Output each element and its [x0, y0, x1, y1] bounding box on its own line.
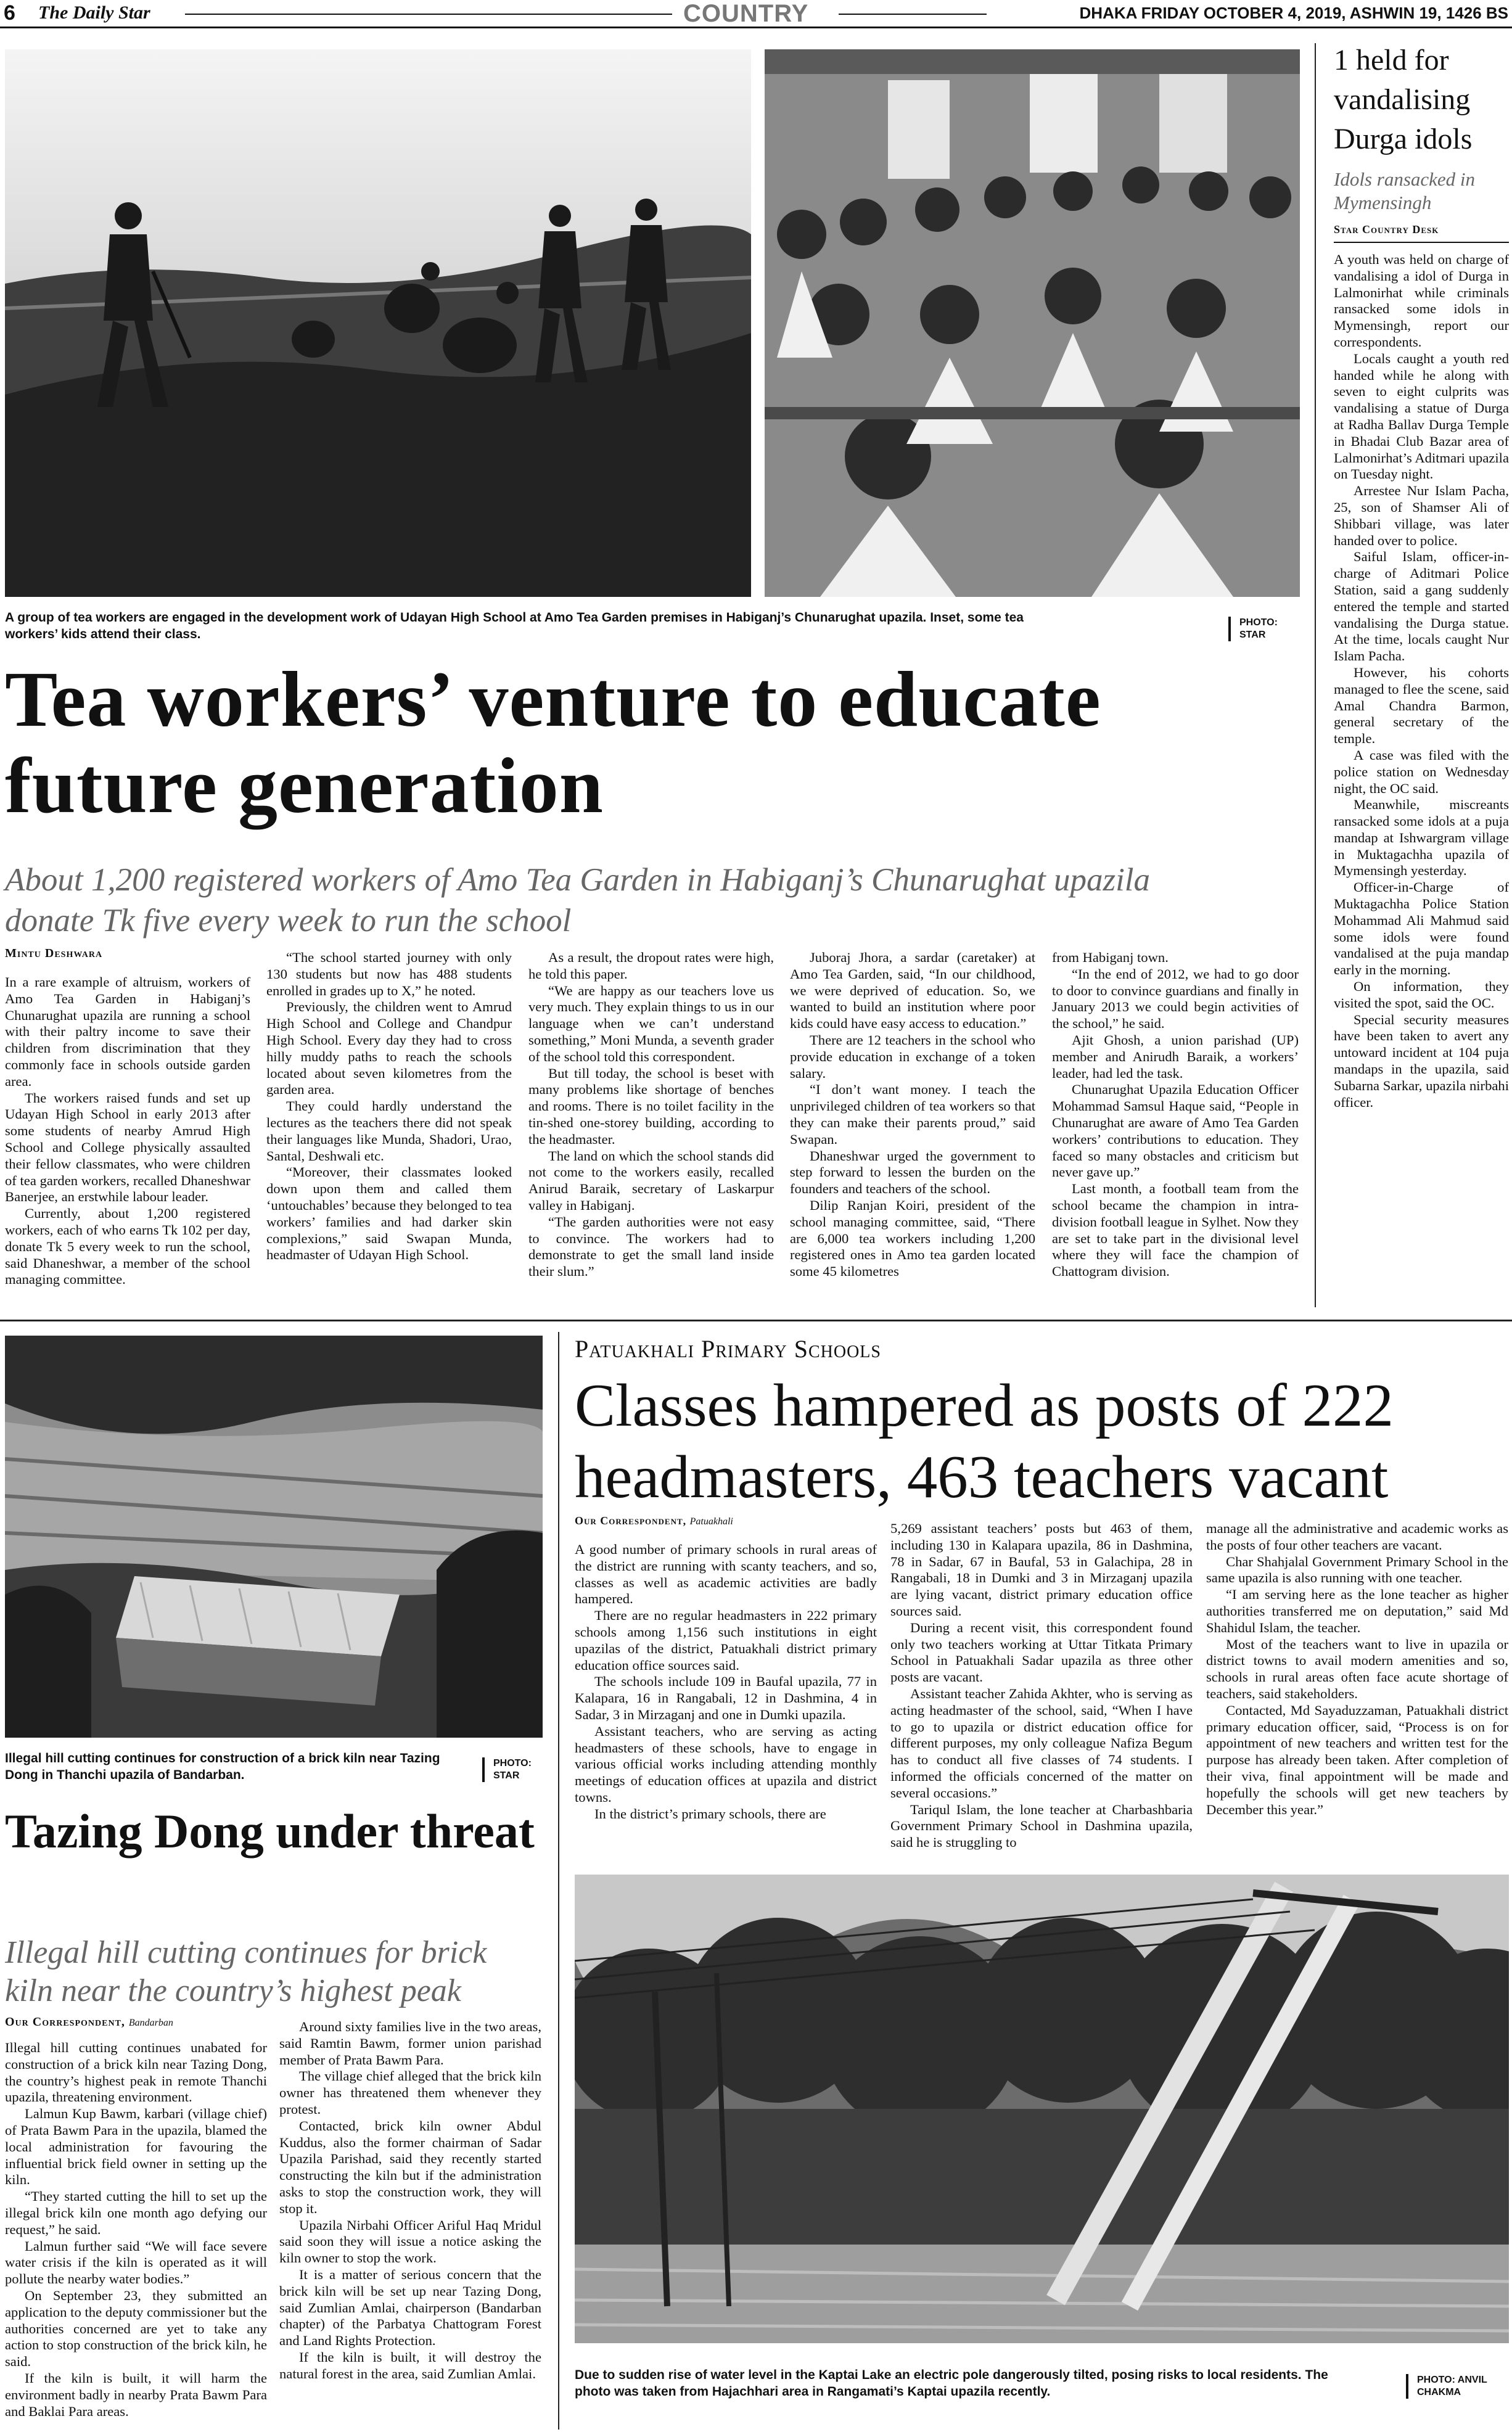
paragraph: Around sixty families live in the two areas, said Ramtin Bawm, former union parishad member of Prata Bawm Para.: [279, 2019, 541, 2068]
story2-byline: Star Country Desk: [1334, 223, 1439, 236]
paragraph: Locals caught a youth red handed while he along with seven to eight culprits was vandalising a statue of Durga at Radha Ballav Durga Temple in Bhadai Club Bazar area of Lalmonirhat’s Aditmari upazila on Tuesday night.: [1334, 350, 1509, 482]
story2-headline: 1 held for vandalising Durga idols: [1334, 44, 1473, 155]
story4-column-2: [890, 1521, 1193, 1851]
byline-place: Patuakhali: [689, 1516, 733, 1527]
paragraph: from Habiganj town.: [1052, 950, 1169, 965]
paragraph: The schools include 109 in Baufal upazila, 77 in Kalapara, 16 in Rangabali, 12 in Dashmina, 4 in Sadar, 3 in Mirzaganj and one in Dumki upazila.: [575, 1674, 877, 1722]
story4-headline: Classes hampered as posts of 222 headmasters, 463 teachers vacant: [575, 1372, 1394, 1511]
paragraph: If the kiln is built, it will destroy the natural forest in the area, said Zumlian Amlai.: [279, 2349, 541, 2381]
hill-cutting-photo: [5, 1336, 543, 1738]
story2-deck: Idols ransacked in Mymensingh: [1334, 168, 1476, 213]
paragraph: manage all the administrative and academic works as the posts of four other teachers are vacant.: [1206, 1521, 1508, 1553]
paragraph: 5,269 assistant teachers’ posts but 463 of them, including 130 in Kalapara upazila, 86 in Dashmina, 78 in Sadar, 67 in Baufal, 53 in Galachipa, 28 in Rangabali, 18 in Dumki and 3 in Mirzaganj upazila are lying vacant, district primary education office sources said.: [890, 1521, 1193, 1619]
paragraph: Lalmun further said “We will face severe water crisis if the kiln is operated as it will pollute the nearby water bodies.”: [5, 2238, 267, 2287]
tilted-pole-photo-caption: Due to sudden rise of water level in the Kaptai Lake an electric pole dangerously tilted, posing risks to local residents. The photo was taken from Hajachhari area in Rangamati’s Kaptai upazila recently.: [575, 2368, 1328, 2399]
story4-kicker: Patuakhali Primary Schools: [575, 1335, 881, 1363]
story1-column-4: [790, 950, 1035, 1280]
byline-name: Our Correspondent: [575, 1514, 683, 1527]
paragraph: Saiful Islam, officer-in-charge of Aditmari Police Station, said a gang suddenly entered the temple and started vandalising the Durga statue. At the time, locals caught Nur Islam Pacha.: [1334, 549, 1509, 664]
dateline: DHAKA FRIDAY OCTOBER 4, 2019, ASHWIN 19, 1426 BS: [1079, 4, 1508, 22]
paragraph: Contacted, brick kiln owner Abdul Kuddus, also the former chairman of Sadar Upazila Parishad, said they recently started constructing the kiln but if the administration asks to stop the construction work, they will stop it.: [279, 2118, 541, 2216]
paragraph: Special security measures have been taken to avert any untoward incident at 104 puja mandaps in the upazila, said Subarna Sarkar, upazila nirbahi officer.: [1334, 1011, 1509, 1110]
tilted-pole-photo: [575, 1875, 1509, 2343]
classroom-inset-photo: [765, 49, 1300, 597]
paragraph: “In the end of 2012, we had to go door to door to convince guardians and finally in January 2013 we could begin activities of the school,” he said.: [1052, 966, 1299, 1032]
story1-deck: About 1,200 registered workers of Amo Tea Garden in Habiganj’s Chunarughat upazila donate Tk five every week to run the school: [5, 862, 1151, 939]
paragraph: Contacted, Md Sayaduzzaman, Patuakhali district primary education officer, said, “Process is on for appointment of new teachers and written test for the purpose has already been taken. After completion of their viva, final appointment will be made and hopefully the schools will get new teachers by December this year.”: [1206, 1702, 1508, 1817]
page-number: 6: [4, 1, 15, 25]
paragraph: Assistant teacher Zahida Akhter, who is serving as acting headmaster of the school, said, “When I have to go to upazila or district education office for different purposes, my only colleague Nafiza Begum has to conduct all five classes of 74 students. I informed the officials concerned of the matter on several occasions.”: [890, 1685, 1193, 1801]
paragraph: “The school started journey with only 130 students but now has 488 students enrolled in grades up to X,” he noted.: [266, 950, 512, 998]
paragraph: The village chief alleged that the brick kiln owner has threatened them whenever they protest.: [279, 2068, 541, 2117]
paragraph: Tariqul Islam, the lone teacher at Charbashbaria Government Primary School in Dashmina upazila, said he is struggling to: [890, 1801, 1193, 1851]
section-divider: [0, 1320, 1512, 1321]
sidebar-divider: [1315, 43, 1316, 1307]
story4-byline: Our Correspondent, Patuakhali: [575, 1514, 733, 1527]
paragraph: Assistant teachers, who are serving as acting headmasters of these schools, have to engage in various official works including attending monthly meetings of education offices at upazila and district towns.: [575, 1723, 877, 1805]
masthead: [0, 0, 1512, 28]
paragraph: The land on which the school stands did not come to the workers easily, recalled Anirud Baraik, secretary of Laskarpur valley in Habiganj.: [528, 1148, 774, 1213]
paragraph: On September 23, they submitted an application to the deputy commissioner but the authorities concerned are yet to take any action to stop construction of the brick kiln, he said.: [5, 2287, 267, 2370]
paragraph: If the kiln is built, it will harm the environment badly in nearby Prata Bawm Para and Baklai Para areas.: [5, 2370, 267, 2419]
paragraph: Officer-in-Charge of Muktagachha Police Station Mohammad Ali Mahmud said some idols were found vandalised at the puja mandap early in the morning.: [1334, 879, 1509, 978]
tea-workers-photo: [5, 49, 751, 597]
section-title: COUNTRY: [683, 0, 809, 27]
paragraph: Currently, about 1,200 registered workers, each of who earns Tk 102 per day, donate Tk 5 every week to run the school, said Dhaneshwar, a member of the school managing committee.: [5, 1206, 250, 1288]
paragraph: Chunarughat Upazila Education Officer Mohammad Samsul Haque said, “People in Chunarughat are aware of Amo Tea Garden workers’ contributions to education. They faced so many obstacles and criticism but never gave up.”: [1052, 1082, 1299, 1180]
paragraph: Juboraj Jhora, a sardar (caretaker) at Amo Tea Garden, said, “In our childhood, we were deprived of education. So, we wanted to build an institution where poor kids could have easy access to education.”: [790, 950, 1035, 1032]
paragraph: Illegal hill cutting continues unabated for construction of a brick kiln near Tazing Dong, the country’s highest peak in remote Thanchi upazila, threatening environment.: [5, 2040, 267, 2105]
paragraph: Previously, the children went to Amrud High School and College and Chandpur High School. Every day they had to cross hilly muddy paths to reach the schools located about seven kilometres from the garden area.: [266, 999, 512, 1098]
story2-body: [1334, 252, 1509, 1111]
tea-workers-photo-credit: PHOTO: STAR: [1228, 617, 1296, 641]
paragraph: “The garden authorities were not easy to convince. The workers had to demonstrate to get the small land inside their slum.”: [528, 1214, 774, 1280]
paragraph: “We are happy as our teachers love us very much. They explain things to us in our language when we can’t understand something,” Moni Munda, a seventh grader of the school told this correspondent.: [528, 982, 774, 1064]
story4-column-3: [1206, 1521, 1508, 1818]
paragraph: It is a matter of serious concern that the brick kiln will be set up near Tazing Dong, said Zumlian Amlai, chairperson (Bandarban chapter) of the Parbatya Chattogram Forest and Land Rights Protection.: [279, 2266, 541, 2349]
masthead-rule-right: [839, 14, 987, 15]
paragraph: But till today, the school is beset with many problems like shortage of benches and rooms. There is no toilet facility in the tin-shed one-storey building, according to the headmaster.: [528, 1065, 774, 1147]
story4-column-1: [575, 1542, 877, 1823]
byline-place: Bandarban: [128, 2018, 173, 2028]
paragraph: Ajit Ghosh, a union parishad (UP) member and Anirudh Baraik, a workers’ leader, had led the task.: [1052, 1032, 1299, 1081]
paragraph: On information, they visited the spot, said the OC.: [1334, 979, 1509, 1011]
story3-headline: Tazing Dong under threat: [5, 1804, 535, 1858]
paragraph: Last month, a football team from the school became the champion in intra-division football league in Sylhet. Now they are set to take part in the divisional level where they will face the champion of Chattogram division.: [1052, 1181, 1299, 1280]
story1-column-1: [5, 974, 250, 1288]
paragraph: “They started cutting the hill to set up the illegal brick kiln one month ago defying our request,” he said.: [5, 2188, 267, 2237]
paragraph: Dhaneshwar urged the government to step forward to lessen the burden on the founders and teachers of the school.: [790, 1148, 1035, 1197]
story1-headline: Tea workers’ venture to educate future generation: [5, 655, 1101, 829]
paragraph: “I don’t want money. I teach the unprivileged children of tea workers so that they can make their parents proud,” said Swapan.: [790, 1082, 1035, 1147]
paragraph: Lalmun Kup Bawm, karbari (village chief) of Prata Bawm Para in the upazila, blamed the local administration for favouring the influential brick field owner in setting up the kiln.: [5, 2106, 267, 2188]
paragraph: The workers raised funds and set up Udayan High School in early 2013 after some students of nearby Amrud High School and College physically assaulted their fellow classmates, who were children of tea garden workers, recalled Dhaneshwar Banerjee, an erstwhile labour leader.: [5, 1090, 250, 1205]
story1-column-2: [266, 950, 512, 1263]
hill-cutting-photo-credit: PHOTO: STAR: [482, 1757, 541, 1782]
paragraph: A good number of primary schools in rural areas of the district are running with scanty teachers, and so, classes as well as academic activities are badly hampered.: [575, 1542, 877, 1607]
hill-cutting-photo-caption: Illegal hill cutting continues for construction of a brick kiln near Tazing Dong in Thanchi upazila of Bandarban.: [5, 1751, 440, 1782]
paragraph: They could hardly understand the lectures as the teachers there did not speak their languages like Munda, Shadori, Urao, Santal, Deshwali etc.: [266, 1098, 512, 1164]
paragraph: Meanwhile, miscreants ransacked some idols at a puja mandap at Ishwargram village in Muktagachha upazila of Mymensingh yesterday.: [1334, 797, 1509, 879]
byline-name: Our Correspondent: [5, 2015, 121, 2029]
story2-byline-rule: [1334, 242, 1509, 243]
paragraph: “I am serving here as the lone teacher as higher authorities transferred me on deputation,” said Md Shahidul Islam, the teacher.: [1206, 1587, 1508, 1635]
story3-byline: Our Correspondent, Bandarban: [5, 2015, 173, 2029]
paragraph: Arrestee Nur Islam Pacha, 25, son of Shamser Ali of Shibbari village, was later handed over to police.: [1334, 483, 1509, 548]
story1-column-3: [528, 950, 774, 1280]
paragraph: However, his cohorts managed to flee the scene, said Amal Chandra Barmon, general secretary of the temple.: [1334, 664, 1509, 747]
paragraph: “Moreover, their classmates looked down upon them and called them ‘untouchables’ because they belonged to tea workers’ families and had darker skin complexions,” said Swapan Munda, headmaster of Udayan High School.: [266, 1164, 512, 1263]
story3-column-2: [279, 2019, 541, 2383]
tea-workers-photo-caption: A group of tea workers are engaged in the development work of Udayan High School at Amo Tea Garden premises in Habiganj’s Chunarughat upazila. Inset, some tea workers’ kids attend their class.: [5, 610, 1024, 641]
column-divider: [558, 1332, 559, 2430]
paragraph: A youth was held on charge of vandalising a idol of Durga in Lalmonirhat while criminals ransacked some idols in Mymensingh, report our correspondents.: [1334, 252, 1509, 350]
paragraph: There are 12 teachers in the school who provide education in exchange of a token salary.: [790, 1032, 1035, 1081]
story3-deck: Illegal hill cutting continues for brick kiln near the country’s highest peak: [5, 1935, 487, 2008]
paragraph: As a result, the dropout rates were high, he told this paper.: [528, 950, 774, 982]
paragraph: Dilip Ranjan Koiri, president of the school managing committee, said, “There are 6,000 tea workers including 1,200 registered ones in Amo tea garden located some 45 kilometres: [790, 1197, 1035, 1280]
paragraph: There are no regular headmasters in 222 primary schools among 1,156 such institutions in eight upazilas of the district, Patuakhali district primary education office sources said.: [575, 1608, 877, 1673]
paragraph: In a rare example of altruism, workers of Amo Tea Garden in Habiganj’s Chunarughat upazila are running a school with their paltry income to save their children from discrimination that they commonly face in schools outside garden area.: [5, 974, 250, 1089]
story1-byline: Mintu Deshwara: [5, 947, 103, 960]
paper-name-logo: The Daily Star: [38, 2, 150, 23]
story3-column-1: [5, 2040, 267, 2420]
paragraph: Upazila Nirbahi Officer Ariful Haq Mridul said soon they will issue a notice asking the kiln owner to stop the work.: [279, 2217, 541, 2266]
paragraph: Char Shahjalal Government Primary School in the same upazila is also running with one teacher.: [1206, 1553, 1508, 1586]
masthead-rule-left: [185, 14, 672, 15]
tilted-pole-photo-credit: PHOTO: ANVIL CHAKMA: [1406, 2374, 1508, 2399]
paragraph: In the district’s primary schools, there are: [594, 1806, 826, 1822]
paragraph: Most of the teachers want to live in upazila or district towns to avail modern amenities and so, schools in rural areas often face acute shortage of teachers, said stakeholders.: [1206, 1636, 1508, 1701]
story1-column-5: [1052, 950, 1299, 1280]
paragraph: During a recent visit, this correspondent found only two teachers working at Uttar Titkata Primary School in Patuakhali Sadar upazila as three other posts are vacant.: [890, 1619, 1193, 1685]
paragraph: A case was filed with the police station on Wednesday night, the OC said.: [1334, 747, 1509, 796]
